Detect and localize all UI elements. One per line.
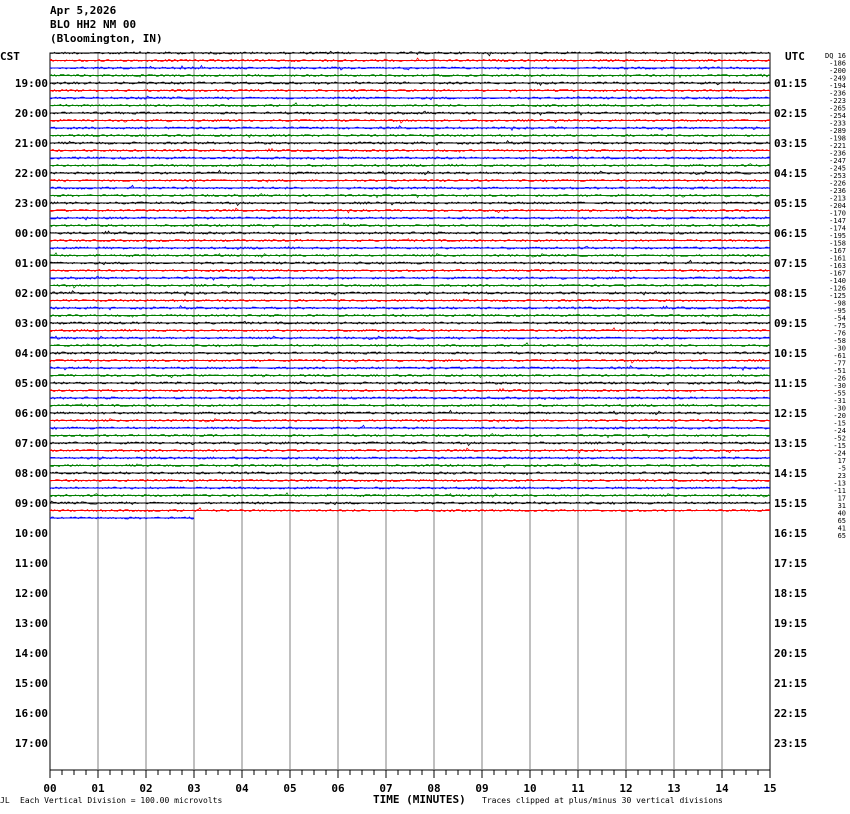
left-timezone-label: CST [0, 50, 20, 63]
dq-value: -254 [829, 112, 846, 120]
x-tick-label: 01 [91, 782, 105, 795]
seismic-trace [50, 202, 770, 206]
seismic-trace [50, 103, 770, 107]
dq-value: 41 [837, 524, 846, 533]
dq-value: -98 [833, 299, 846, 308]
seismic-trace [50, 299, 770, 302]
right-hour-label: 23:15 [774, 737, 808, 750]
dq-value: -194 [829, 82, 846, 90]
seismic-trace [50, 51, 770, 56]
dq-value: -226 [829, 179, 846, 188]
seismic-trace [50, 58, 770, 62]
dq-value: -15 [833, 419, 846, 428]
right-hour-label: 02:15 [774, 107, 808, 120]
seismic-trace [50, 425, 770, 429]
corner-mark: JL [0, 796, 10, 805]
dq-value: -125 [829, 292, 846, 300]
dq-value: 31 [837, 502, 846, 510]
dq-value: -161 [829, 254, 846, 263]
header-location: (Bloomington, IN) [50, 32, 163, 45]
dq-value: -5 [837, 464, 846, 473]
left-hour-label: 11:00 [14, 557, 48, 570]
right-hour-label: 10:15 [774, 347, 808, 360]
x-tick-label: 07 [379, 782, 393, 795]
dq-value: -167 [829, 269, 846, 278]
seismic-trace [50, 149, 770, 153]
left-hour-label: 17:00 [14, 737, 48, 750]
scale-note: Each Vertical Division = 100.00 microvolts [20, 796, 223, 805]
dq-value: -170 [829, 209, 846, 218]
right-hour-label: 13:15 [774, 437, 808, 450]
x-tick-label: 05 [283, 782, 297, 795]
x-tick-label: 12 [619, 782, 633, 795]
right-hour-label: 01:15 [774, 77, 808, 90]
dq-value: -24 [833, 449, 846, 458]
left-hour-label: 04:00 [14, 347, 48, 360]
dq-value: -30 [833, 404, 846, 413]
x-tick-label: 11 [571, 782, 585, 795]
right-hour-label: 08:15 [774, 287, 808, 300]
left-hour-label: 03:00 [14, 317, 48, 330]
x-tick-label: 04 [235, 782, 249, 795]
left-hour-label: 13:00 [14, 617, 48, 630]
seismic-trace [50, 119, 770, 123]
dq-value: -61 [833, 352, 846, 360]
left-hour-label: 20:00 [14, 107, 48, 120]
dq-value: -195 [829, 232, 846, 240]
dq-value: -247 [829, 157, 846, 165]
dq-value: -75 [833, 322, 846, 330]
right-hour-label: 05:15 [774, 197, 808, 210]
right-hour-label: 19:15 [774, 617, 808, 630]
left-hour-label: 08:00 [14, 467, 48, 480]
dq-value: -77 [833, 359, 846, 368]
seismic-trace [50, 284, 770, 288]
left-hour-label: 22:00 [14, 167, 48, 180]
left-hour-label: 09:00 [14, 497, 48, 510]
dq-value: -174 [829, 224, 846, 233]
left-hour-label: 14:00 [14, 647, 48, 660]
plot-frame [50, 53, 770, 770]
header-station: BLO HH2 NM 00 [50, 18, 137, 31]
seismic-trace [50, 343, 770, 347]
clip-note: Traces clipped at plus/minus 30 vertical divisions [482, 796, 723, 805]
dq-value: -126 [829, 284, 846, 293]
dq-value: -163 [829, 262, 846, 270]
dq-value: -51 [833, 367, 846, 375]
right-hour-label: 16:15 [774, 527, 808, 540]
left-hour-label: 07:00 [14, 437, 48, 450]
dq-value: -253 [829, 172, 846, 180]
dq-value: -55 [833, 389, 846, 398]
dq-value: -200 [829, 67, 846, 75]
seismic-trace [50, 185, 770, 189]
dq-value: -58 [833, 337, 846, 345]
right-hour-label: 20:15 [774, 647, 808, 660]
dq-value: -245 [829, 164, 846, 173]
x-tick-label: 10 [523, 782, 537, 795]
left-hour-label: 06:00 [14, 407, 48, 420]
dq-value: -265 [829, 104, 846, 113]
dq-value: 65 [837, 532, 846, 540]
dq-value: -20 [833, 412, 846, 420]
dq-value: -289 [829, 127, 846, 135]
right-hour-label: 17:15 [774, 557, 808, 570]
dq-value: 16 [837, 52, 846, 60]
dq-value: -52 [833, 434, 846, 443]
left-hour-label: 10:00 [14, 527, 48, 540]
dq-value: -186 [829, 59, 846, 68]
dq-value: -236 [829, 89, 846, 98]
dq-value: -95 [833, 307, 846, 315]
x-tick-label: 03 [187, 782, 201, 795]
dq-value: -26 [833, 374, 846, 383]
seismic-trace [50, 442, 770, 446]
seismic-trace [50, 374, 770, 377]
dq-value: 23 [837, 472, 846, 480]
seismic-trace [50, 276, 770, 280]
dq-value: -204 [829, 202, 846, 210]
left-hour-label: 21:00 [14, 137, 48, 150]
dq-value: -15 [833, 442, 846, 450]
x-tick-label: 09 [475, 782, 489, 795]
right-hour-label: 12:15 [774, 407, 808, 420]
x-axis-title: TIME (MINUTES) [373, 793, 466, 806]
dq-value: -140 [829, 277, 846, 285]
left-hour-label: 12:00 [14, 587, 48, 600]
left-hour-label: 00:00 [14, 227, 48, 240]
x-tick-label: 13 [667, 782, 681, 795]
dq-value: -249 [829, 74, 846, 83]
right-hour-label: 07:15 [774, 257, 808, 270]
left-hour-label: 01:00 [14, 257, 48, 270]
right-hour-label: 09:15 [774, 317, 808, 330]
x-tick-label: 14 [715, 782, 729, 795]
dq-value: 65 [837, 517, 846, 525]
left-hour-label: 19:00 [14, 77, 48, 90]
right-hour-label: 04:15 [774, 167, 808, 180]
right-hour-label: 11:15 [774, 377, 808, 390]
x-tick-label: 15 [763, 782, 777, 795]
left-hour-label: 16:00 [14, 707, 48, 720]
dq-value: -13 [833, 479, 846, 488]
dq-value: 17 [837, 494, 846, 503]
left-hour-label: 02:00 [14, 287, 48, 300]
dq-value: -147 [829, 217, 846, 225]
dq-value: -76 [833, 329, 846, 338]
left-hour-label: 05:00 [14, 377, 48, 390]
dq-value: -31 [833, 397, 846, 405]
seismic-trace [50, 359, 770, 363]
x-tick-label: 02 [139, 782, 153, 795]
x-tick-label: 06 [331, 782, 345, 795]
left-hour-label: 15:00 [14, 677, 48, 690]
dq-value: -30 [833, 344, 846, 353]
right-timezone-label: UTC [785, 50, 805, 63]
dq-value: -221 [829, 142, 846, 150]
dq-value: -236 [829, 149, 846, 158]
x-tick-label: 08 [427, 782, 441, 795]
dq-value: -236 [829, 187, 846, 195]
right-hour-label: 14:15 [774, 467, 808, 480]
dq-value: -158 [829, 239, 846, 248]
dq-header: DQ [825, 52, 834, 60]
right-hour-label: 22:15 [774, 707, 808, 720]
dq-value: 17 [837, 457, 846, 465]
dq-value: -54 [833, 314, 846, 323]
dq-value: -198 [829, 134, 846, 143]
seismic-trace [50, 328, 770, 332]
right-hour-label: 06:15 [774, 227, 808, 240]
right-hour-label: 15:15 [774, 497, 808, 510]
dq-value: -213 [829, 194, 846, 203]
header-date: Apr 5,2026 [50, 4, 117, 17]
dq-value: 40 [837, 509, 846, 518]
left-hour-label: 23:00 [14, 197, 48, 210]
dq-value: -223 [829, 97, 846, 105]
x-tick-label: 00 [43, 782, 57, 795]
dq-value: -11 [833, 487, 846, 495]
seismic-trace [50, 253, 770, 257]
dq-value: -24 [833, 427, 846, 435]
dq-value: -30 [833, 382, 846, 390]
dq-value: -233 [829, 119, 846, 128]
seismic-trace [50, 508, 770, 512]
right-hour-label: 18:15 [774, 587, 808, 600]
right-hour-label: 21:15 [774, 677, 808, 690]
dq-value: -167 [829, 247, 846, 255]
right-hour-label: 03:15 [774, 137, 808, 150]
